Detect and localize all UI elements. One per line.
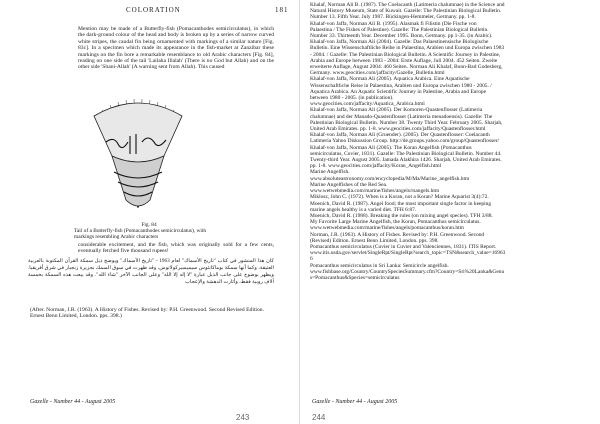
page-header-title: COLORATION [126, 6, 181, 14]
reference-line: 6 [310, 256, 313, 263]
reference-line: Wissenschaftliche Reise in Palaestina, Arabien und Europa zwischen 1980 - 2005. / [310, 82, 492, 89]
reference-line: Khalaf-von Jaffa, Norman Ali (2005). Aquatica Arabica. Eine Aquatische [310, 76, 470, 83]
reference-line: Khalaf-von Jaffa, Norman Ali (Gruender). (2005). Der Quastenflosser: Coelacanth [310, 132, 490, 139]
reference-line: Marine Angelfishes of the Red Sea. [310, 181, 388, 188]
reference-line: Khalaf-von Jaffa, Norman Ali B. (1995). Alasmak fi Filistin (Die Fische von [310, 20, 477, 27]
reference-line: Latimeria Yahoo Diskussion Group. http://de.groups.yahoo.com/group/Quastenflosser/ [310, 138, 499, 145]
references-list [310, 2, 592, 281]
reference-line: s=Pomacanthus&Species=semicirculatus [310, 274, 400, 281]
figure-caption-block [74, 222, 224, 241]
right-page-number: 244 [312, 413, 326, 422]
reference-line: Khalaf-von Jaffa, Norman Ali (2004). Gazelle: Das Palaestinensische Biologische [310, 39, 489, 46]
intro-paragraph [78, 26, 274, 71]
reference-line: www.geocities.com/jaffacity/Aquatica_Arabica.html [310, 101, 425, 108]
reference-line: Moenich, David R. (1988). Breaking the rules (on mixing angel species). TFH 3/88. [310, 212, 493, 219]
reference-line: semicirculatus, Cuvier, 1831). Gazelle: The Palestinian Biological Bulletin. Number 44. [310, 150, 502, 157]
reference-line: Germany. www.geocities.com/jaffacity/Gazelle_Bulletin.html [310, 70, 445, 77]
reference-line: My Favorite Large Marine Angelfish, the Koran, Pomacanthus semicirculatus. [310, 219, 481, 226]
reference-line: between 1980 - 2005. (in publication). [310, 95, 394, 102]
reference-line: Pomacanthus semicirculatus (Cuvier in Cuvier and Valenciennes, 1831). ITIS Report. [310, 243, 497, 250]
figure-caption: Tail of a Butterfly-fish (Pomacanthodes semicirculatus), with markings resembling Arabic characters [74, 228, 207, 241]
reference-line: Number 13. Fifth Year. July 1987. Bückingen-Hemmeler, Germany. pp. 1-8. [310, 14, 476, 21]
reference-line: Aquatica Arabica. An Aquatic Scientific Journey in Palestine, Arabia and Europe [310, 88, 487, 95]
arabic-paragraph: كان هذا المنشور في كتاب "تاريخ الأسماك" لعام 1963 - "تاريخ الأسماك" ويوضح ذيل سمكة القرآن المكتوبة بالعربية العتيقة، وكما أنها سمكة بوماكانثوس سيميسيركولاتوس، وقد ظهرت في سوق السمك بجزيرة زنجبار في شرق أفريقيا. ويظهر بوضوح على جانب الذيل عبارة "لا إله إلا الله" وعلى الجانب الآخر "شاء الله". وقد بيعت هذه السمكة بخمسة آلاف روبية فقط، وأثارت الدهشة والإعجاب [28, 258, 274, 285]
after-figure-paragraph: considerable excitement, and the fish, which was originally sold for a few cents, eventually fetched five thousand rupees! [78, 242, 274, 255]
right-page [300, 0, 600, 424]
reference-line: www.wetwebmedia.com/marine/fishes/angels/pomacanthus/koran.htm [310, 225, 464, 232]
source-reference-note: (After. Norman, J.R. (1963). A History of Fishes. Revised by: P.H. Greenwood. Second Revised Edition. Ernest Benn Limited, London. pps. 398.) [30, 307, 264, 320]
reference-line: Palestinian Biological Bulletin. Number 38. Twenty Third Year. February 2005. Sharjah, [310, 119, 503, 126]
reference-line: chalumnae) and der Manado-Quastenflosser (Latimeria menadoensis). Gazelle: The [310, 113, 493, 120]
reference-line: Number 33. Thirteenth Year. December 1995. Bonn, Germany. pp 1-35. (in Arabic). [310, 33, 493, 40]
intro-text: Mention may be made of a Butterfly-fish (Pomacanthodes semicirculatus), in which the dark-ground colour of the head and body is broken up by a series of narrow curved white stripes, the caudal fin being ornamented with markings of a similar nature [Fig. 83c]. In a specimen which made its appearance in the fish-market at Zanzibar these markings on the fin bore a remarkable resemblance to old Arabic characters [Fig. 84], reading on one side of the tail 'Lailaha Illalah' (There is no God but Allah) and on the other side 'Shani-Allah' (A warning sent from Allah). This caused [78, 26, 274, 71]
reference-line: Norman, J.R. (1963). A History of Fishes. Revised by: P.H. Greenwood. Second [310, 231, 485, 238]
reference-line: pp. 1-8. www.geocities.com/jaffacity/Koran_Angelfish.html [310, 163, 442, 170]
tail-fan [94, 103, 182, 162]
reference-line: Khalaf, Norman Ali B. (1987). The Coelacanth (Latimeria chalumnae) in the Science and [310, 2, 505, 8]
reference-line: Twenty-third Year. August 2005. Jamada Alakhira 1426. Sharjah, United Arab Emirates. [310, 157, 502, 164]
reference-line: marine angels healthy is a varied diet. TFH 6:87. [310, 206, 417, 213]
reference-line: www.absoluteastronomy.com/encyclopedia/M/Ma/Marine_angelfish.htm [310, 175, 470, 182]
reference-line: Natural History Museum, State of Kuwait. Gazelle: The Palestinian Biological Bulletin. [310, 8, 502, 15]
reference-line: Pomacanthus semicirculatus in Sri Lanka: Semicircle angelfish. [310, 262, 449, 269]
right-footer: Gazelle - Number 44 - August 2005 [312, 399, 398, 405]
page-header-number: 181 [275, 6, 289, 14]
reference-line: erweiterte Auflage, August 2004: 460 Seiten. Norman Ali Khalaf, Bonn-Bad Godesberg, [310, 64, 503, 71]
reference-line: Khalaf-von Jaffa, Norman Ali (2005). The Koran Angelfish (Pomacanthus [310, 144, 472, 151]
reference-line: Palaestina / The Fishes of Palestine). Gazelle: The Palestinian Biological Bulletin. [310, 26, 489, 33]
fish-tail-figure [84, 96, 192, 216]
reference-line: Moenich, David R. (1987). Angel food; the most important single factor in keeping [310, 200, 492, 207]
reference-line: - 2004. / Gazelle: The Palestinian Biological Bulletin. A Scientific Journey in Palestine, [310, 51, 501, 58]
reference-line: Miklosz, John C. (1972). When is a Koran, not a Koran? Marine Aquarist 3(4):72. [310, 194, 489, 201]
reference-line: United Arab Emirates. pp. 1-8. www.geocities.com/jaffacity/Quastenflosser.html [310, 126, 486, 133]
reference-line: (Revised) Edition. Ernest Benn Limited, London. pps. 398. [310, 237, 439, 244]
figure-label: Fig. 84 [141, 222, 157, 228]
left-page-number: 243 [236, 413, 250, 422]
reference-line: www.fishbase.org/Country/CountrySpeciesSummary.cfm?Country=Sri%20Lanka&Genu [310, 268, 505, 275]
reference-line: www.wetwebmedia.com/marine/fishes/angels/rsangels.htm [310, 188, 440, 195]
tail-base [112, 156, 164, 206]
reference-line: Bulletin. Eine Wissenschaftliche Reihe in Palaestina, Arabien und Europa zwischen 1983 [310, 45, 505, 52]
reference-line: Khalaf-von Jaffa, Norman Ali (2005). Der Komoren-Quastenflosser (Latimeria [310, 107, 483, 114]
reference-line: Arabia and Europe between 1983 - 2004: Erste Auflage, Juli 2004. 452 Seiten. Zweite [310, 57, 498, 64]
left-footer: Gazelle - Number 44 - August 2005 [30, 399, 116, 405]
reference-line: Marine Angelfish. [310, 169, 350, 176]
reference-line: www.itis.usda.gov/servlet/SingleRpt/SingleRpt?search_topic=TSN&search_value=16963 [310, 250, 506, 257]
